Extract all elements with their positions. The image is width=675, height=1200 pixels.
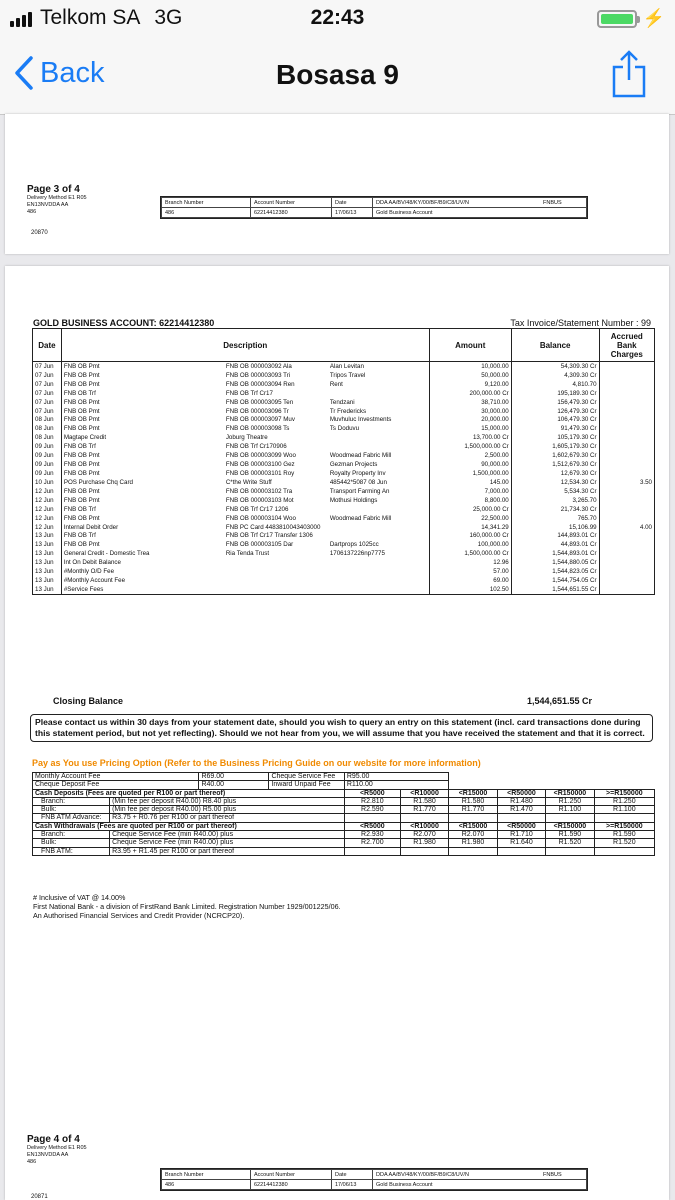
tx-date: 08 Jun [33,424,62,433]
tx-date: 13 Jun [33,532,62,541]
tx-amount: 22,500.00 [429,514,511,523]
table-row [33,371,655,380]
table-row [33,442,655,451]
pricing-heading: Pay as You use Pricing Option (Refer to the Business Pricing Guide on our website for more information) [32,758,481,768]
tx-balance: 4,810.70 [511,380,599,389]
account-info-box: Branch Number Account Number Date DDA AA/BV/48/KY/00/BF/B9/C8/UV/N FNBUS 486 62214412380 17/06/13 Gold Business Account [160,1168,588,1191]
tx-charges [599,451,654,460]
tx-description: FNB OB Pmt FNB OB 000003099 Woo Woodmead Fabric Mill [61,451,429,460]
tx-charges [599,389,654,398]
tx-date: 12 Jun [33,487,62,496]
tx-balance: 3,265.70 [511,496,599,505]
tx-charges [599,567,654,576]
tx-amount: 69.00 [429,576,511,585]
account-title: GOLD BUSINESS ACCOUNT: 62214412380 [33,318,215,328]
tx-description: FNB OB Trf FNB OB Trf Cr17 [61,389,429,398]
table-row [33,451,655,460]
tx-amount: 30,000.00 [429,407,511,416]
table-row [33,407,655,416]
tx-charges [599,514,654,523]
tx-charges [599,371,654,380]
closing-balance-label: Closing Balance [53,696,124,706]
tx-charges [599,505,654,514]
share-icon [611,50,647,98]
tx-charges [599,442,654,451]
tx-description: FNB OB Trf FNB OB Trf Cr170906 [61,442,429,451]
tax-invoice-number: Tax Invoice/Statement Number : 99 [510,318,651,328]
tx-amount: 57.00 [429,567,511,576]
tx-description: POS Purchase Chq Card C*the Write Stuff 485442*5087 08 Jun [61,478,429,487]
tx-description: FNB OB Pmt FNB OB 000003097 Muv Muvhuluc Investments [61,416,429,425]
tx-balance: 4,309.30 Cr [511,371,599,380]
tx-amount: 8,800.00 [429,496,511,505]
tx-balance: 5,534.30 Cr [511,487,599,496]
bolt-icon: ⚡ [642,8,665,28]
tx-balance: 126,479.30 Cr [511,407,599,416]
transactions-table: Date Description Amount Balance Accrued Bank Charges 07 Jun FNB OB Pmt FNB OB 000003092 Ala Alan Levitan 10,000.00 54,309.30 Cr 07 Jun FNB OB Pmt FNB OB 000003093 Tri Tripos Travel 50,000.00 4,309.30 Cr 07 Jun FNB OB Pmt FNB OB 000003094 Ren Rent 9,120.00 4,810.70 07 Jun FNB OB Trf FNB OB Trf Cr17 200,000.00 Cr 195,189.30 Cr 07 Jun FNB OB Pmt FNB OB 000003095 Ten Tendzani 38,710.00 156,479.30 Cr 07 Jun FNB OB Pmt FNB OB 000003096 Tr Tr Fredericks 30,000.00 126,479.30 Cr 08 Jun FNB OB Pmt FNB OB 000003097 Muv Muvhuluc Investments 20,000.00 106,479.30 Cr 08 Jun FNB OB Pmt FNB OB 000003098 Ts Ts Doduvu 15,000.00 91,479.30 Cr 08 Jun Magtape Credit Joburg Theatre 13,700.00 Cr 105,179.30 Cr 09 Jun FNB OB Trf FNB OB Trf Cr170906 1,500,000.00 Cr 1,605,179.30 Cr 09 Jun FNB OB Pmt FNB OB 000003099 Woo Woodmead Fabric Mill 2,500.00 1,602,679.30 Cr 09 Jun FNB OB Pmt FNB OB 000003100 Gez Gezman Projects 90,000.00 1,512,679.30 Cr 09 Jun FNB OB Pmt FNB OB 000003101 Roy Royalty Property Inv 1,500,000.00 12,679.30 Cr 10 Jun POS Purchase Chq Card C*the Write Stuff 485442*5087 08 Jun 145.00 12,534.30 Cr 3.50 12 Jun FNB OB Pmt FNB OB 000003102 Tra Transport Farming An 7,000.00 5,534.30 Cr 12 Jun FNB OB Pmt FNB OB 000003103 Mot Mothusi Holdings 8,800.00 3,265.70 12 Jun FNB OB Trf FNB OB Trf Cr17 1206 25,000.00 Cr 21,734.30 Cr 12 Jun FNB OB Pmt FNB OB 000003104 Woo Woodmead Fabric Mill 22,500.00 765.70 12 Jun Internal Debit Order FNB PC Card 4483810043403000 14,341.29 15,106.99 4.00 13 Jun FNB OB Trf FNB OB Trf Cr17 Transfer 1306 160,000.00 Cr 144,893.01 Cr 13 Jun FNB OB Pmt FNB OB 000003105 Dar Dartprops 1025cc 100,000.00 44,893.01 Cr 13 Jun General Credit - Domestic Trea Ria Tenda Trust 1706137226np7775 1,500,000.00 Cr 1,544,893.01 Cr 13 Jun Int On Debit Balance 12.96 1,544,880.05 Cr 13 Jun #Monthly O/D Fee 57.00 1,544,823.05 Cr 13 Jun #Monthly Account Fee 69.00 1,544,754.05 Cr 13 Jun #Service Fees 102.50 1,544,651.55 Cr [32,328,655,595]
tx-amount: 7,000.00 [429,487,511,496]
nav-bar [0,38,675,115]
tx-date: 13 Jun [33,549,62,558]
tx-description: FNB OB Pmt FNB OB 000003100 Gez Gezman Projects [61,460,429,469]
table-row [33,478,655,487]
tx-amount: 10,000.00 [429,362,511,371]
table-row [33,416,655,425]
tx-amount: 14,341.29 [429,523,511,532]
fine-print: # Inclusive of VAT @ 14.00% First National Bank - a division of FirstRand Bank Limited. Registration Number 1929/001225/06. An Authorised Financial Services and Credit Provider (NCRCP20). [33,893,341,920]
table-row [33,433,655,442]
fee-row: Bulk: (Min fee per deposit R40.00) R5.00 plus R2.590 R1.770 R1.770 R1.470 R1.100 R1.100 [33,806,655,814]
tx-date: 08 Jun [33,433,62,442]
closing-balance-value: 1,544,651.55 Cr [527,696,593,706]
tx-date: 08 Jun [33,416,62,425]
document-page-4 [5,266,669,1200]
battery-icon [597,10,637,28]
tx-description: Magtape Credit Joburg Theatre [61,433,429,442]
table-row [33,514,655,523]
table-row [33,424,655,433]
table-row [33,469,655,478]
tx-description: FNB OB Pmt FNB OB 000003105 Dar Dartprops 1025cc [61,540,429,549]
tx-description: FNB OB Pmt FNB OB 000003102 Tra Transport Farming An [61,487,429,496]
tx-amount: 102.50 [429,585,511,594]
table-row [33,567,655,576]
document-number: 20871 [31,1194,48,1200]
tx-amount: 15,000.00 [429,424,511,433]
tx-date: 12 Jun [33,496,62,505]
table-row [33,576,655,585]
tx-charges [599,380,654,389]
tx-amount: 13,700.00 Cr [429,433,511,442]
page-footer-header: Page 3 of 4 Delivery Method E1 R05 EN13NVDDA AA 486 [27,184,87,215]
fees-table [32,772,655,856]
tx-date: 13 Jun [33,558,62,567]
tx-description: FNB OB Pmt FNB OB 000003095 Ten Tendzani [61,398,429,407]
tx-date: 07 Jun [33,362,62,371]
tx-balance: 156,479.30 Cr [511,398,599,407]
carrier-name: Telkom SA [40,6,141,29]
tx-date: 07 Jun [33,389,62,398]
tx-description: FNB OB Pmt FNB OB 000003096 Tr Tr Fredericks [61,407,429,416]
tx-balance: 1,544,754.05 Cr [511,576,599,585]
tx-balance: 106,479.30 Cr [511,416,599,425]
tx-date: 13 Jun [33,540,62,549]
fee-row: Branch: (Min fee per deposit R40.00) R8.40 plus R2.810 R1.580 R1.580 R1.480 R1.250 R1.250 [33,797,655,805]
back-label: Back [40,56,105,89]
tx-charges: 3.50 [599,478,654,487]
tx-balance: 91,479.30 Cr [511,424,599,433]
tx-date: 07 Jun [33,407,62,416]
tx-balance: 12,679.30 Cr [511,469,599,478]
table-row [33,398,655,407]
fee-row: FNB ATM: R3.95 + R1.45 per R100 or part thereof [33,847,655,855]
tx-description: General Credit - Domestic Trea Ria Tenda Trust 1706137226np7775 [61,549,429,558]
tx-amount: 38,710.00 [429,398,511,407]
fee-row: FNB ATM Advance: R3.75 + R0.76 per R100 or part thereof [33,814,655,822]
page-footer-header: Page 4 of 4 Delivery Method E1 R05 EN13NVDDA AA 486 [27,1134,87,1165]
tx-amount: 12.96 [429,558,511,567]
tx-amount: 25,000.00 Cr [429,505,511,514]
tx-balance: 1,544,893.01 Cr [511,549,599,558]
tx-description: Internal Debit Order FNB PC Card 4483810043403000 [61,523,429,532]
tx-balance: 1,544,823.05 Cr [511,567,599,576]
tx-description: Int On Debit Balance [61,558,429,567]
tx-amount: 20,000.00 [429,416,511,425]
tx-balance: 1,512,679.30 Cr [511,460,599,469]
tx-amount: 145.00 [429,478,511,487]
tx-charges [599,398,654,407]
tx-amount: 2,500.00 [429,451,511,460]
table-row [33,460,655,469]
share-button[interactable] [611,50,647,103]
tx-balance: 105,179.30 Cr [511,433,599,442]
tx-description: FNB OB Trf FNB OB Trf Cr17 1206 [61,505,429,514]
fee-section-header: Cash Withdrawals (Fees are quoted per R100 or part thereof) <R5000 <R10000 <R15000 <R50000 <R150000 >=R150000 [33,822,655,830]
tx-balance: 144,893.01 Cr [511,532,599,541]
tx-date: 13 Jun [33,567,62,576]
table-row [33,558,655,567]
fee-row: Branch: Cheque Service Fee (min R40.00) plus R2.930 R2.070 R2.070 R1.710 R1.590 R1.590 [33,831,655,839]
tx-charges [599,549,654,558]
tx-charges [599,460,654,469]
tx-charges [599,416,654,425]
tx-date: 12 Jun [33,514,62,523]
tx-charges [599,576,654,585]
fee-row: Monthly Account Fee R69.00 Cheque Service Fee R95.00 [33,773,655,781]
tx-charges [599,469,654,478]
tx-amount: 100,000.00 [429,540,511,549]
tx-description: FNB OB Pmt FNB OB 000003103 Mot Mothusi Holdings [61,496,429,505]
tx-balance: 54,309.30 Cr [511,362,599,371]
page-title: Bosasa 9 [276,59,399,90]
tx-description: FNB OB Pmt FNB OB 000003098 Ts Ts Doduvu [61,424,429,433]
tx-charges [599,496,654,505]
tx-balance: 44,893.01 Cr [511,540,599,549]
network-type: 3G [154,6,183,29]
status-bar [0,0,675,38]
table-row [33,362,655,371]
tx-description: FNB OB Pmt FNB OB 000003101 Roy Royalty Property Inv [61,469,429,478]
tx-date: 09 Jun [33,460,62,469]
table-row [33,380,655,389]
tx-charges [599,540,654,549]
tx-amount: 1,500,000.00 [429,469,511,478]
table-row [33,389,655,398]
tx-date: 07 Jun [33,371,62,380]
tx-amount: 1,500,000.00 Cr [429,442,511,451]
tx-charges: 4.00 [599,523,654,532]
table-row [33,549,655,558]
tx-balance: 21,734.30 Cr [511,505,599,514]
tx-description: FNB OB Pmt FNB OB 000003092 Ala Alan Levitan [61,362,429,371]
tx-amount: 50,000.00 [429,371,511,380]
table-row [33,487,655,496]
page-number: Page 3 of 4 [27,184,80,195]
tx-balance: 765.70 [511,514,599,523]
document-page-3 [5,114,669,254]
tx-date: 09 Jun [33,451,62,460]
tx-balance: 1,544,880.05 Cr [511,558,599,567]
tx-date: 12 Jun [33,523,62,532]
page-number: Page 4 of 4 [27,1134,80,1145]
tx-amount: 200,000.00 Cr [429,389,511,398]
tx-date: 10 Jun [33,478,62,487]
tx-balance: 12,534.30 Cr [511,478,599,487]
tx-description: #Monthly Account Fee [61,576,429,585]
clock: 22:43 [310,6,365,29]
tx-description: FNB OB Pmt FNB OB 000003094 Ren Rent [61,380,429,389]
tx-description: FNB OB Trf FNB OB Trf Cr17 Transfer 1306 [61,532,429,541]
tx-date: 07 Jun [33,398,62,407]
tx-balance: 15,106.99 [511,523,599,532]
tx-balance: 1,544,651.55 Cr [511,585,599,594]
table-row [33,540,655,549]
tx-charges [599,407,654,416]
tx-charges [599,362,654,371]
tx-amount: 160,000.00 Cr [429,532,511,541]
query-notice: Please contact us within 30 days from your statement date, should you wish to query an entry on this statement (incl. card transactions done during this statement period, but not yet reflecting). Should we not hear from you, we will assume that you have received the statement and that it is correct. [30,714,653,742]
table-row [33,523,655,532]
fee-row: Bulk: Cheque Service Fee (min R40.00) plus R2.700 R1.980 R1.980 R1.640 R1.520 R1.520 [33,839,655,847]
document-number: 20870 [31,230,48,236]
tx-description: FNB OB Pmt FNB OB 000003093 Tri Tripos Travel [61,371,429,380]
tx-charges [599,433,654,442]
tx-charges [599,585,654,594]
tx-charges [599,558,654,567]
tx-description: #Service Fees [61,585,429,594]
tx-amount: 9,120.00 [429,380,511,389]
tx-amount: 90,000.00 [429,460,511,469]
tx-description: FNB OB Pmt FNB OB 000003104 Woo Woodmead Fabric Mill [61,514,429,523]
table-row [33,505,655,514]
tx-date: 07 Jun [33,380,62,389]
tx-date: 13 Jun [33,585,62,594]
tx-date: 12 Jun [33,505,62,514]
tx-amount: 1,500,000.00 Cr [429,549,511,558]
tx-charges [599,487,654,496]
table-row [33,585,655,594]
tx-charges [599,424,654,433]
tx-date: 09 Jun [33,469,62,478]
fee-row: Cheque Deposit Fee R40.00 Inward Unpaid Fee R110.00 [33,781,655,789]
tx-balance: 195,189.30 Cr [511,389,599,398]
table-row [33,496,655,505]
fee-section-header: Cash Deposits (Fees are quoted per R100 or part thereof) <R5000 <R10000 <R15000 <R50000 <R150000 >=R150000 [33,789,655,797]
tx-description: #Monthly O/D Fee [61,567,429,576]
tx-date: 13 Jun [33,576,62,585]
tx-balance: 1,605,179.30 Cr [511,442,599,451]
table-row [33,532,655,541]
tx-date: 09 Jun [33,442,62,451]
account-info-box: Branch Number Account Number Date DDA AA/BV/48/KY/00/BF/B9/C8/UV/N FNBUS 486 62214412380 17/06/13 Gold Business Account [160,196,588,219]
tx-balance: 1,602,679.30 Cr [511,451,599,460]
tx-charges [599,532,654,541]
